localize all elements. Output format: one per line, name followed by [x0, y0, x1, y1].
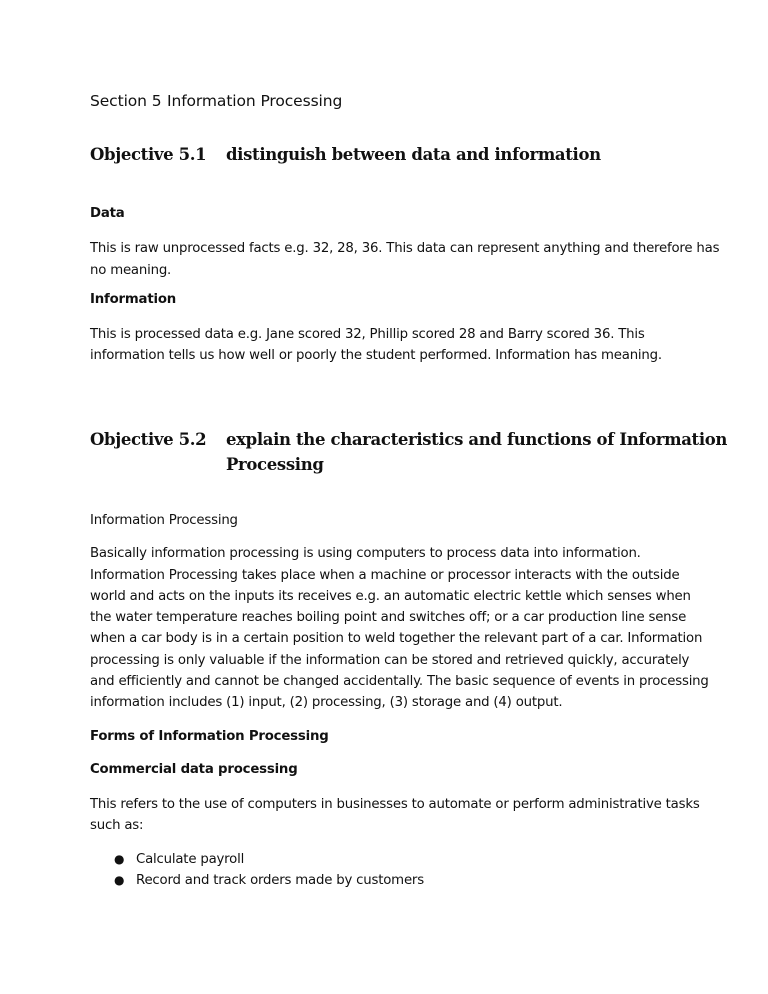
information-line: This is processed data e.g. Jane scored 32, Phillip scored 28 and Barry scored 36. This [90, 327, 645, 342]
ip-line: and efficiently and cannot be changed accidentally. The basic sequence of events in processing [90, 674, 709, 689]
ip-line: processing is only valuable if the information can be stored and retrieved quickly, accurately [90, 653, 690, 668]
information-heading: Information [90, 292, 177, 307]
ip-line: information includes (1) input, (2) processing, (3) storage and (4) output. [90, 695, 563, 710]
ip-line: Information Processing takes place when a machine or processor interacts with the outside [90, 568, 680, 583]
ip-line: when a car body is in a certain position to weld together the relevant part of a car. Information [90, 631, 703, 646]
section-number: Section 5 [90, 92, 162, 110]
objective-2-label: Objective 5.2 [90, 430, 207, 449]
ip-line: the water temperature reaches boiling point and switches off; or a car production line sense [90, 610, 687, 625]
bullet-icon: ● [114, 852, 125, 866]
data-line: This is raw unprocessed facts e.g. 32, 28, 36. This data can represent anything and therefore has [90, 241, 720, 256]
commercial-heading: Commercial data processing [90, 762, 298, 777]
information-line: information tells us how well or poorly the student performed. Information has meaning. [90, 348, 662, 363]
commercial-line: such as: [90, 818, 144, 833]
ip-heading: Information Processing [90, 513, 238, 528]
objective-1-label: Objective 5.1 [90, 145, 207, 164]
bullet-icon: ● [114, 873, 125, 887]
list-item: Record and track orders made by customers [136, 873, 424, 888]
objective-1-title: distinguish between data and information [226, 145, 601, 164]
objective-2-title-cont: Processing [226, 455, 324, 474]
commercial-line: This refers to the use of computers in businesses to automate or perform administrative tasks [90, 797, 700, 812]
objective-2-title: explain the characteristics and functions of Information [226, 430, 728, 449]
list-item: Calculate payroll [136, 852, 245, 867]
section-title: Information Processing [167, 92, 343, 110]
ip-line: world and acts on the inputs its receives e.g. an automatic electric kettle which senses when [90, 589, 691, 604]
forms-heading: Forms of Information Processing [90, 729, 329, 744]
ip-line: Basically information processing is using computers to process data into information. [90, 546, 641, 561]
data-heading: Data [90, 206, 125, 221]
data-line: no meaning. [90, 263, 172, 278]
